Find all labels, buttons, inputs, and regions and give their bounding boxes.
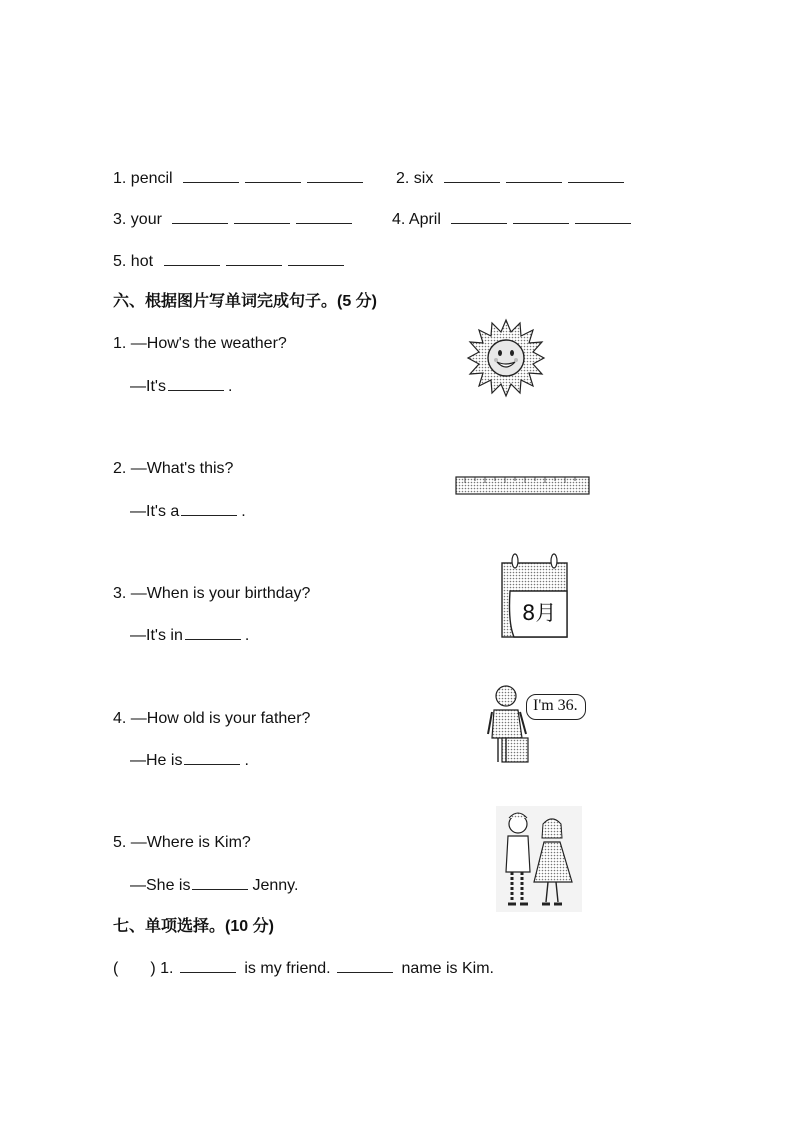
father-picture (486, 682, 592, 766)
sun-icon (466, 318, 546, 398)
answer-blank[interactable] (185, 625, 241, 640)
calendar-picture (500, 553, 570, 639)
s6-answer-4: —He is . (130, 752, 249, 769)
item-number: 1. (160, 960, 174, 977)
word-item-3 (113, 209, 352, 230)
calendar-month-text: 8月 (522, 601, 557, 625)
item-word: pencil (130, 170, 173, 187)
s6-answer-1: —It's . (130, 378, 233, 395)
answer-blank[interactable] (506, 168, 562, 183)
answer-blank[interactable] (288, 251, 344, 266)
man-icon (486, 682, 534, 766)
answer-paren-close: ) (150, 960, 156, 977)
answer-blank[interactable] (226, 251, 282, 266)
word-item-4 (392, 209, 631, 230)
item-word: your (130, 211, 162, 228)
s6-answer-3: —It's in . (130, 627, 250, 644)
answer-blank[interactable] (192, 875, 248, 890)
item-word: April (408, 211, 441, 228)
speech-text: I'm 36. (533, 697, 578, 714)
item-number: 1. (113, 170, 127, 187)
answer-blank[interactable] (234, 209, 290, 224)
answer-blank[interactable] (183, 168, 239, 183)
section-6-heading: 六、根据图片写单词完成句子。(5 分) (113, 293, 378, 310)
answer-blank[interactable] (513, 209, 569, 224)
answer-blank[interactable] (184, 750, 240, 765)
answer-blank[interactable] (168, 376, 224, 391)
s6-question-3: 3. —When is your birthday? (113, 585, 311, 602)
answer-blank[interactable] (307, 168, 363, 183)
s6-question-2: 2. —What's this? (113, 460, 234, 477)
item-word: six (413, 170, 434, 187)
item-word: hot (130, 253, 154, 270)
s7-question-1: ( ) 1. is my friend. name is Kim. (113, 960, 494, 977)
two-girls-icon (496, 806, 582, 912)
section-7-heading: 七、单项选择。(10 分) (113, 918, 274, 935)
answer-blank[interactable] (172, 209, 228, 224)
word-item-5 (113, 251, 344, 272)
answer-blank[interactable] (296, 209, 352, 224)
answer-blank[interactable] (181, 501, 237, 516)
s6-question-4: 4. —How old is your father? (113, 710, 311, 727)
answer-blank[interactable] (164, 251, 220, 266)
answer-blank[interactable] (245, 168, 301, 183)
s6-question-1: 1. —How's the weather? (113, 335, 287, 352)
ruler-icon (455, 475, 591, 497)
answer-blank[interactable] (444, 168, 500, 183)
word-item-2 (396, 168, 624, 189)
s6-question-5: 5. —Where is Kim? (113, 834, 251, 851)
answer-blank[interactable] (451, 209, 507, 224)
item-number: 3. (113, 211, 127, 228)
answer-paren-open: ( (113, 960, 119, 977)
answer-blank[interactable] (337, 958, 393, 973)
s6-answer-5: —She is Jenny. (130, 877, 299, 894)
item-number: 5. (113, 253, 127, 270)
item-number: 2. (396, 170, 410, 187)
speech-bubble (526, 694, 586, 720)
word-item-1 (113, 168, 363, 189)
answer-blank[interactable] (568, 168, 624, 183)
item-number: 4. (392, 211, 406, 228)
answer-blank[interactable] (575, 209, 631, 224)
answer-blank[interactable] (180, 958, 236, 973)
s6-answer-2: —It's a . (130, 503, 246, 520)
